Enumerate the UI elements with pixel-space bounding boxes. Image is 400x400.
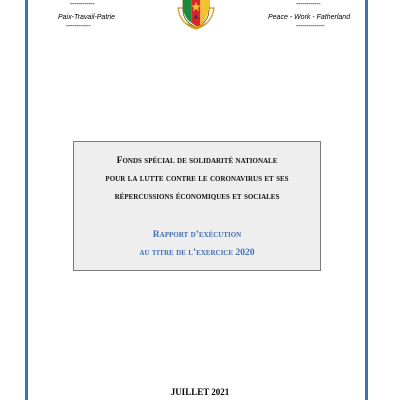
publication-date: JUILLET 2021 (170, 387, 230, 397)
document-title-box (73, 141, 321, 271)
left-header-motto: Paix-Travail-Patrie (58, 14, 116, 21)
document-title-line-1: Fonds spécial de solidarité nationale (116, 155, 278, 166)
coat-of-arms-icon (175, 0, 217, 30)
report-subtitle-line-1: Rapport d’exécution (152, 229, 242, 240)
document-title-line-3: répercussions économiques et sociales (114, 191, 280, 202)
right-header-separator-bottom: -------------- (296, 23, 325, 30)
left-header-separator-bottom: ------------ (66, 23, 91, 30)
right-header-separator-top: ------------ (296, 1, 321, 8)
right-header-motto: Peace - Work - Fatherland (268, 14, 351, 21)
left-header-separator-top: ------------ (70, 1, 95, 8)
report-subtitle-line-2: au titre de l’exercice 2020 (139, 247, 255, 258)
document-title-line-2: pour la lutte contre le coronavirus et ses (105, 173, 289, 184)
